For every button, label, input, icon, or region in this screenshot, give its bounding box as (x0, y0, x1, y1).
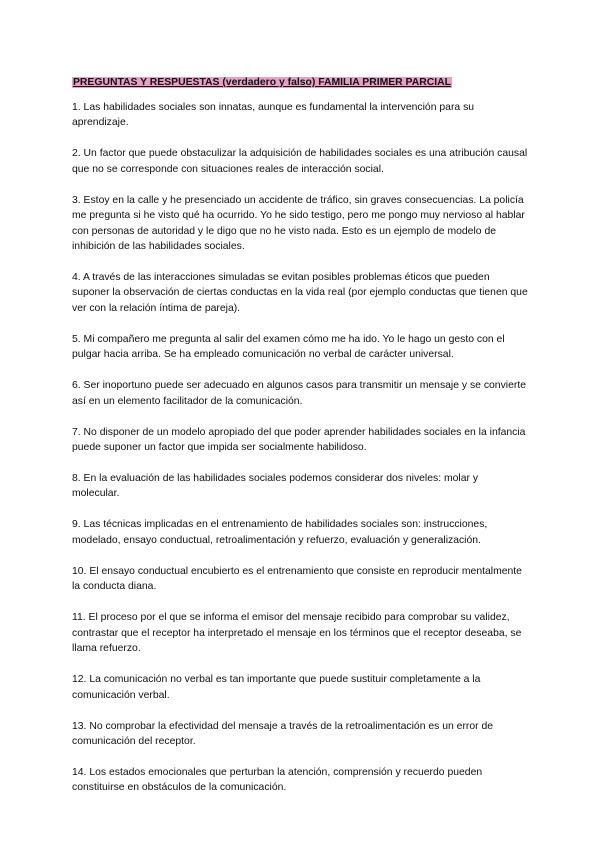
question-1: 1. Las habilidades sociales son innatas, aunque es fundamental la intervención para su aprendizaje. (72, 102, 475, 129)
title-row (72, 72, 528, 86)
question-12: 12. La comunicación no verbal es tan importante que puede sustituir completamente a la comunicación verbal. (72, 674, 481, 701)
document-title: PREGUNTAS Y RESPUESTAS (verdadero y falso) FAMILIA PRIMER PARCIAL (73, 77, 451, 88)
question-9: 9. Las técnicas implicadas en el entrenamiento de habilidades sociales son: instrucciones, modelado, ensayo conductual, retroalimentación y refuerzo, evaluación y generalización. (72, 519, 488, 546)
question-4: 4. A través de las interacciones simuladas se evitan posibles problemas éticos que pueden suponer la observación de ciertas conductas en la vida real (por ejemplo conductas que tienen que ver con la relación íntima de pareja). (72, 272, 528, 314)
question-7: 7. No disponer de un modelo apropiado del que poder aprender habilidades sociales en la infancia puede suponer un factor que impida ser socialmente habilidoso. (72, 426, 526, 454)
question-5: 5. Mi compañero me pregunta al salir del examen cómo me ha ido. Yo le hago un gesto con el pulgar hacia arriba. Se ha empleado comunicación no verbal de carácter universal. (72, 333, 505, 361)
question-13: 13. No comprobar la efectividad del mensaje a través de la retroalimentación es un error de comunicación del receptor. (72, 720, 494, 747)
question-6: 6. Ser inoportuno puede ser adecuado en algunos casos para transmitir un mensaje y se convierte así en un elemento facilitador de la comunicación. (72, 380, 526, 407)
question-11: 11. El proceso por el que se informa el emisor del mensaje recibido para comprobar su validez, contrastar que el receptor ha interpretado el mensaje en los términos que el receptor deseaba, se llama refuerzo. (72, 612, 522, 655)
question-2: 2. Un factor que puede obstaculizar la adquisición de habilidades sociales es una atribución causal que no se corresponde con situaciones reales de interacción social. (72, 148, 528, 175)
question-10: 10. El ensayo conductual encubierto es el entrenamiento que consiste en reproducir mentalmente la conducta diana. (72, 565, 522, 593)
question-3: 3. Estoy en la calle y he presenciado un accidente de tráfico, sin graves consecuencias. La policía me pregunta si he visto qué ha ocurrido. Yo he sido testigo, pero me pongo muy nervioso al hablar con personas de autoridad y le digo que no he visto nada. Esto es un ejemplo de modelo de inhibición de las habilidades sociales. (72, 194, 525, 253)
document-page (72, 72, 528, 811)
question-14: 14. Los estados emocionales que perturban la atención, comprensión y recuerdo pueden constituirse en obstáculos de la comunicación. (72, 766, 483, 794)
question-8: 8. En la evaluación de las habilidades sociales podemos considerar dos niveles: molar y molecular. (72, 473, 479, 500)
